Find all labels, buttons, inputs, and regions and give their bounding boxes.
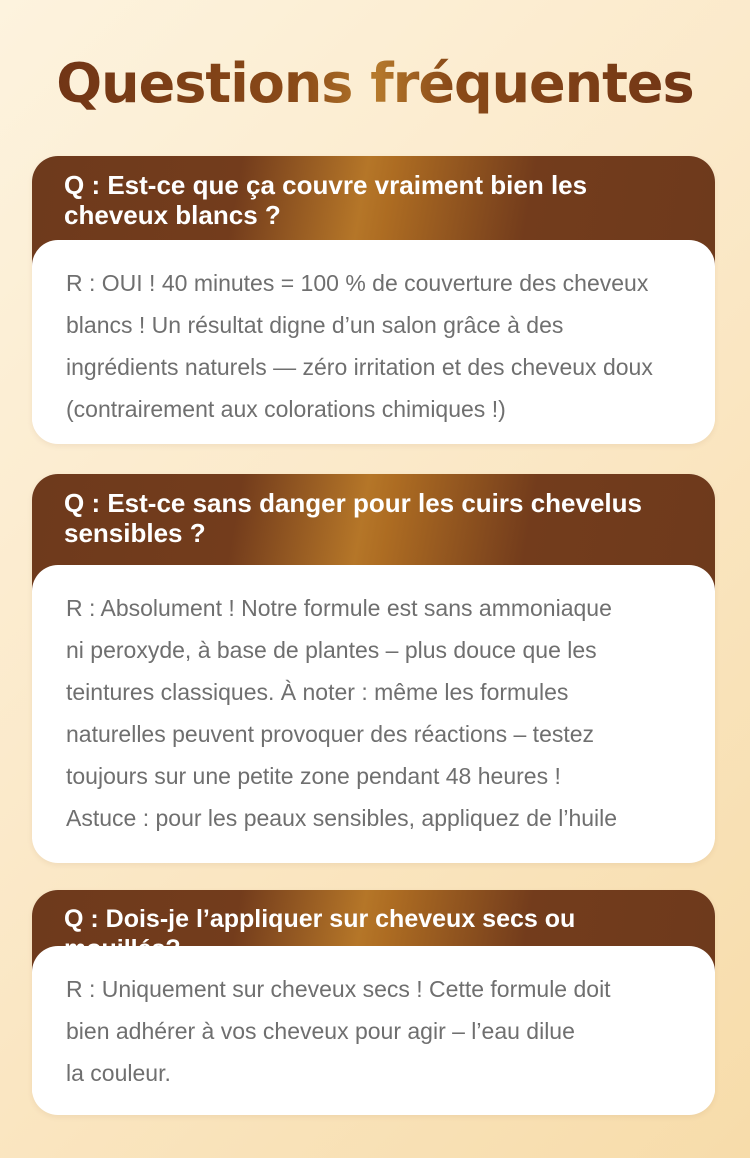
- faq-card: [32, 474, 715, 863]
- faq-question: Q : Est-ce que ça couvre vraiment bien les cheveux blancs ?: [32, 156, 715, 266]
- faq-card: [32, 156, 715, 444]
- faq-answer: R : OUI ! 40 minutes = 100 % de couverture des cheveux blancs ! Un résultat digne d’un salon grâce à des ingrédients naturels — zéro irritation et des cheveux doux (contrairement aux colorations chimiques !): [32, 240, 715, 430]
- page-title: Questions fréquentes: [0, 52, 750, 115]
- faq-question: Q : Est-ce sans danger pour les cuirs chevelus sensibles ?: [32, 474, 715, 591]
- faq-card: [32, 890, 715, 1115]
- faq-question: Q : Dois-je l’appliquer sur cheveux secs ou: [32, 890, 715, 972]
- faq-answer: R : Uniquement sur cheveux secs ! Cette formule doit bien adhérer à vos cheveux pour agir – l’eau dilue la couleur.: [32, 946, 715, 1094]
- faq-answer: R : Absolument ! Notre formule est sans ammoniaque ni peroxyde, à base de plantes – plus douce que les teintures classiques. À noter : même les formules naturelles peuvent provoquer des réactions – testez toujours sur une petite zone pendant 48 heures ! Astuce : pour les peaux sensibles, appliquez de l’huile: [32, 565, 715, 839]
